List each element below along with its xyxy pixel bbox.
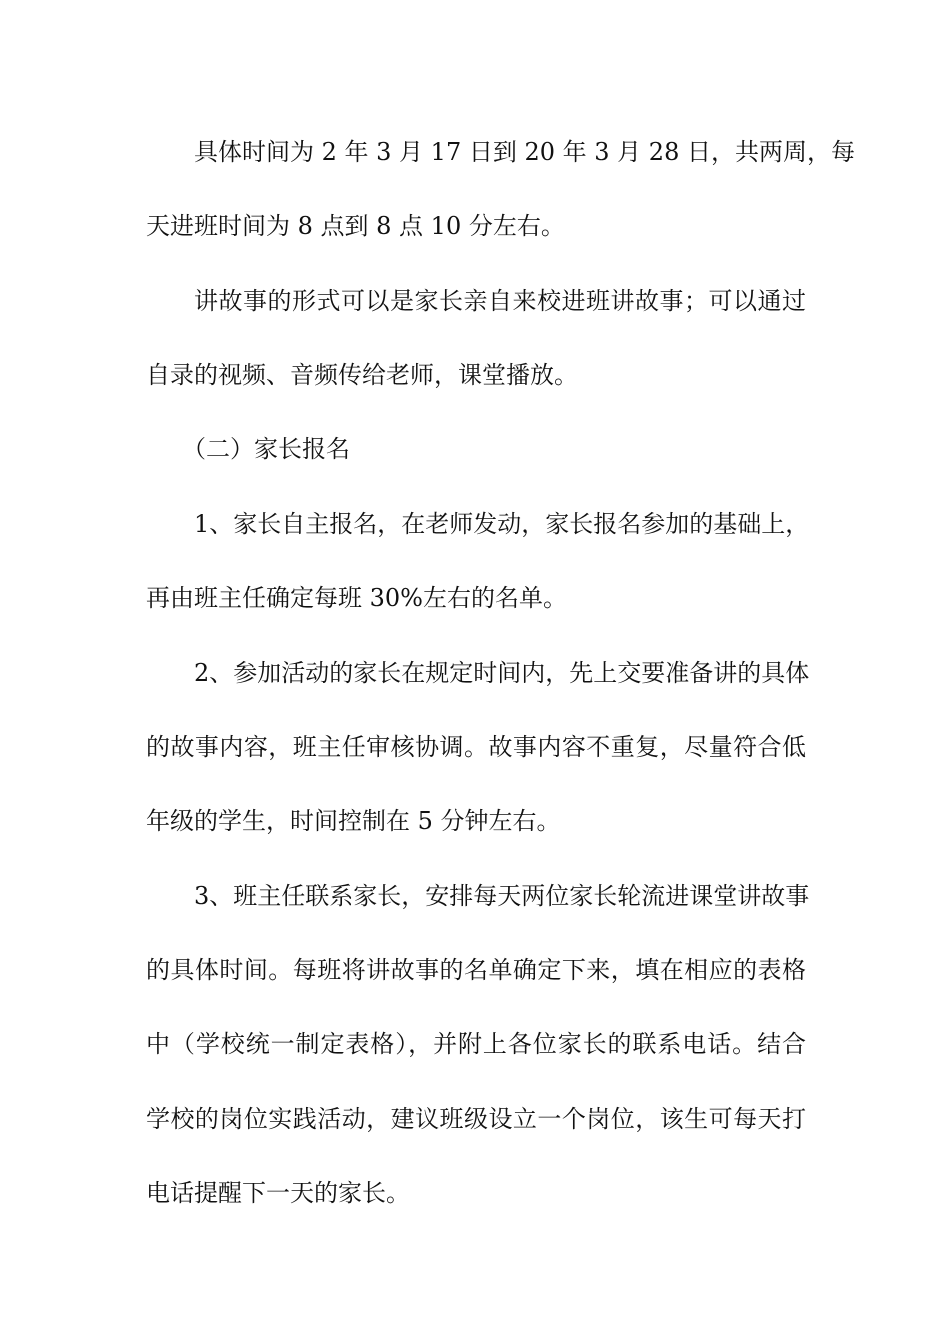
- text-line: 再由班主任确定每班 30%左右的名单。: [146, 584, 567, 612]
- text-line: 具体时间为 2 年 3 月 17 日到 20 年 3 月 28 日，共两周，每: [194, 138, 855, 166]
- text-line: 1、家长自主报名，在老师发动，家长报名参加的基础上，: [194, 510, 810, 538]
- text-line: 天进班时间为 8 点到 8 点 10 分左右。: [146, 212, 565, 240]
- text-line: 学校的岗位实践活动，建议班级设立一个岗位，该生可每天打: [146, 1105, 806, 1133]
- text-line: 电话提醒下一天的家长。: [146, 1179, 410, 1207]
- text-line: 的故事内容，班主任审核协调。故事内容不重复，尽量符合低: [146, 733, 806, 761]
- text-line: 中（学校统一制定表格），并附上各位家长的联系电话。结合: [146, 1030, 806, 1058]
- section-heading-text: （二）家长报名: [182, 435, 350, 463]
- text-line: 的具体时间。每班将讲故事的名单确定下来，填在相应的表格: [146, 956, 806, 984]
- text-line: 2、参加活动的家长在规定时间内，先上交要准备讲的具体: [194, 659, 810, 687]
- text-line: 自录的视频、音频传给老师，课堂播放。: [146, 361, 578, 389]
- text-line: 年级的学生，时间控制在 5 分钟左右。: [146, 807, 561, 835]
- text-line: 3、班主任联系家长，安排每天两位家长轮流进课堂讲故事: [194, 882, 810, 910]
- text-line: 讲故事的形式可以是家长亲自来校进班讲故事；可以通过: [194, 287, 806, 315]
